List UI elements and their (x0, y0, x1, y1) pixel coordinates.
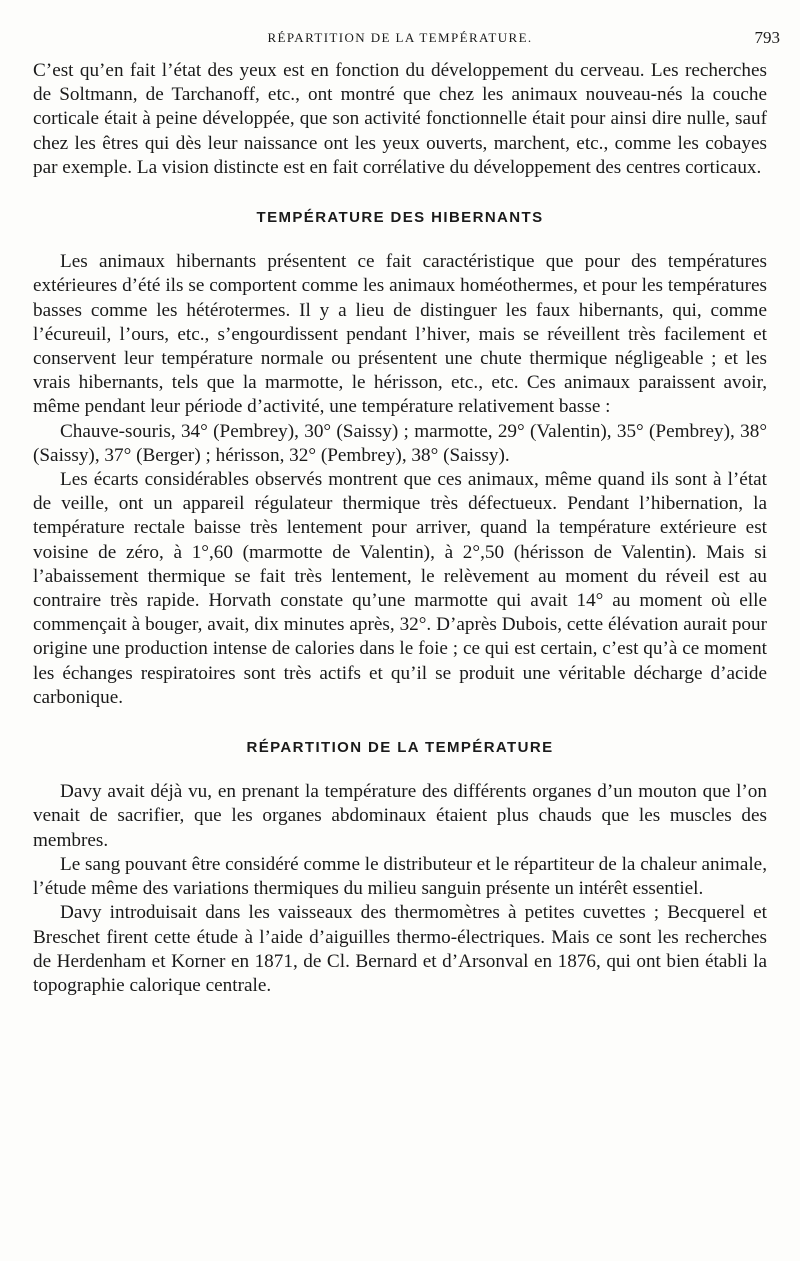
intro-paragraph: C’est qu’en fait l’état des yeux est en fonction du développement du cerveau. Les recherches de Soltmann, de Tarchanoff, etc., ont montré que chez les animaux nouveau-nés la couche corticale était à peine développée, que son activité fonctionnelle était pour ainsi dire nulle, sauf chez les êtres qui dès leur naissance ont les yeux ouverts, marchent, etc., comme les cobayes par exemple. La vision distincte est en fait corrélative du développement des centres corticaux. (33, 60, 767, 178)
paragraph-repartition-1: Davy avait déjà vu, en prenant la température des différents organes d’un mouton que l’on venait de sacrifier, que les organes abdominaux étaient plus chauds que les muscles des membres. (33, 781, 767, 851)
paragraph-hibernants-1: Les animaux hibernants présentent ce fait caractéristique que pour des températures extérieures d’été ils se comportent comme les animaux homéothermes, et pour les températures basses comme les hétérotermes. Il y a lieu de distinguer les faux hibernants, qui, comme l’écureuil, l’ours, etc., s’engourdissent pendant l’hiver, mais se réveillent très facilement et conservent leur température normale ou présentent une chute thermique négligeable ; et les vrais hibernants, tels que la marmotte, le hérisson, etc., etc. Ces animaux paraissent avoir, même pendant leur période d’activité, une température relativement basse : (33, 251, 767, 418)
section-heading-hibernants: TEMPÉRATURE DES HIBERNANTS (256, 209, 544, 227)
paragraph-hibernants-3: Les écarts considérables observés montrent que ces animaux, même quand ils sont à l’état de veille, ont un appareil régulateur thermique très défectueux. Pendant l’hibernation, la température rectale baisse très lentement pour arriver, quand la température extérieure est voisine de zéro, à 1°,60 (marmotte de Valentin), à 2°,50 (hérisson de Valentin). Mais si l’abaissement thermique se fait très lentement, le relèvement au moment du réveil est au contraire très rapide. Horvath constate qu’une marmotte qui avait 14° au moment où elle commençait à bouger, avait, dix minutes après, 32°. D’après Dubois, cette élévation aurait pour origine une production intense de calories dans le foie ; ce qui est certain, c’est qu’à ce moment les échanges respiratoires sont très actifs et qu’il se produit une véritable décharge d’acide carbonique. (33, 469, 767, 708)
section-heading-repartition: RÉPARTITION DE LA TEMPÉRATURE (246, 739, 554, 757)
paragraph-repartition-2: Le sang pouvant être considéré comme le distributeur et le répartiteur de la chaleur animale, l’étude même des variations thermiques du milieu sanguin présente un intérêt essentiel. (33, 853, 767, 900)
paragraph-hibernants-2: Chauve-souris, 34° (Pembrey), 30° (Saissy) ; marmotte, 29° (Valentin), 35° (Pembrey), 38° (Saissy), 37° (Berger) ; hérisson, 32° (Pembrey), 38° (Saissy). (33, 420, 767, 466)
paragraph-repartition-3: Davy introduisait dans les vaisseaux des thermomètres à petites cuvettes ; Becquerel et Breschet firent cette étude à l’aide d’aiguilles thermo-électriques. Mais ce sont les recherches de Herdenham et Korner en 1871, de Cl. Bernard et d’Arsonval en 1876, qui ont bien établi la topographie calorique centrale. (33, 902, 767, 996)
running-title: RÉPARTITION DE LA TEMPÉRATURE. (267, 30, 533, 45)
running-header (0, 26, 800, 50)
page-body (33, 59, 767, 998)
page-number: 793 (754, 28, 780, 47)
